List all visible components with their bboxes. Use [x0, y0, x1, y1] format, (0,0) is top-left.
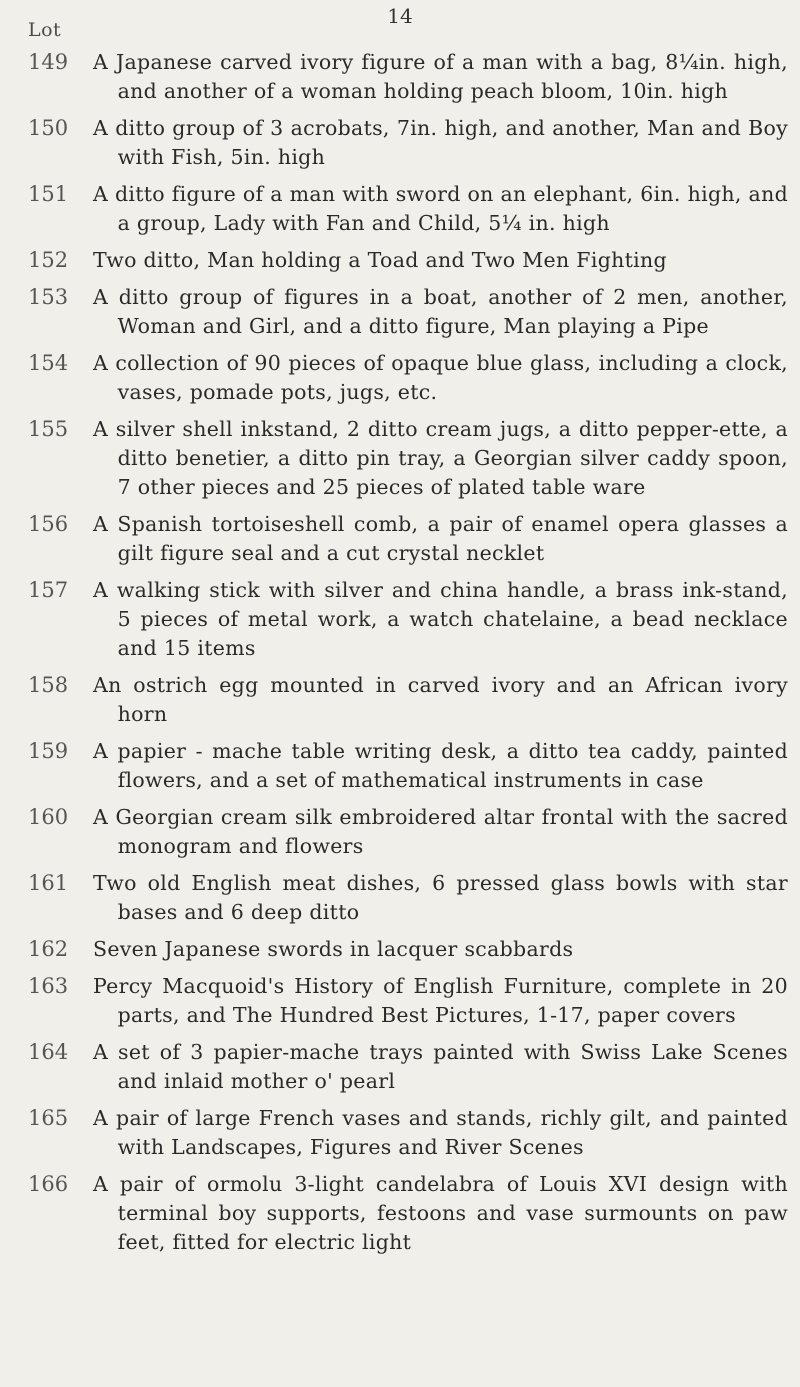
lot-item: [28, 671, 788, 729]
lot-number: 154: [28, 351, 69, 375]
lot-description: An ostrich egg mounted in carved ivory and an African ivory horn: [93, 673, 788, 726]
lot-description: Seven Japanese swords in lacquer scabbards: [93, 937, 574, 961]
lot-description: A ditto group of 3 acrobats, 7in. high, and another, Man and Boy with Fish, 5in. high: [93, 116, 788, 169]
lot-item: [28, 349, 788, 407]
lot-description: A silver shell inkstand, 2 ditto cream jugs, a ditto pepper-ette, a ditto benetier, a ditto pin tray, a Georgian silver caddy spoon, 7 other pieces and 25 pieces of plated table ware: [93, 417, 788, 499]
lot-description: A set of 3 papier-mache trays painted with Swiss Lake Scenes and inlaid mother o' pearl: [93, 1040, 788, 1093]
lot-number: 160: [28, 805, 69, 829]
lot-description: Two old English meat dishes, 6 pressed glass bowls with star bases and 6 deep ditto: [93, 871, 788, 924]
lot-number: 155: [28, 417, 69, 441]
lot-item: [28, 869, 788, 927]
lot-item: [28, 1038, 788, 1096]
lot-number: 157: [28, 578, 69, 602]
lot-number: 159: [28, 739, 69, 763]
lot-item: [28, 1170, 788, 1257]
lot-description: A Spanish tortoiseshell comb, a pair of enamel opera glasses a gilt figure seal and a cut crystal necklet: [93, 512, 788, 565]
lot-number: 151: [28, 182, 69, 206]
lot-item: [28, 283, 788, 341]
lot-description: A pair of large French vases and stands, richly gilt, and painted with Landscapes, Figures and River Scenes: [93, 1106, 788, 1159]
lot-number: 152: [28, 248, 69, 272]
lot-number: 163: [28, 974, 69, 998]
lot-item: [28, 415, 788, 502]
lot-number: 161: [28, 871, 69, 895]
lot-description: A papier - mache table writing desk, a ditto tea caddy, painted flowers, and a set of mathematical instruments in case: [93, 739, 788, 792]
lot-item: [28, 576, 788, 663]
lot-number: 166: [28, 1172, 69, 1196]
lot-description: A Japanese carved ivory figure of a man with a bag, 8¼in. high, and another of a woman holding peach bloom, 10in. high: [93, 50, 788, 103]
lot-description: A ditto group of figures in a boat, another of 2 men, another, Woman and Girl, and a ditto figure, Man playing a Pipe: [93, 285, 788, 338]
lot-number: 149: [28, 50, 69, 74]
lot-description: A walking stick with silver and china handle, a brass ink-stand, 5 pieces of metal work, a watch chatelaine, a bead necklace and 15 items: [93, 578, 788, 660]
lot-column-heading: Lot: [28, 19, 62, 41]
lot-item: [28, 510, 788, 568]
lot-item: [28, 737, 788, 795]
lot-item: [28, 246, 788, 275]
lot-list: [28, 48, 788, 1265]
lot-item: [28, 1104, 788, 1162]
lot-description: A pair of ormolu 3-light candelabra of Louis XVI design with terminal boy supports, festoons and vase surmounts on paw feet, fitted for electric light: [93, 1172, 788, 1254]
lot-number: 164: [28, 1040, 69, 1064]
lot-number: 162: [28, 937, 69, 961]
lot-item: [28, 972, 788, 1030]
lot-description: A ditto figure of a man with sword on an elephant, 6in. high, and a group, Lady with Fan and Child, 5¼ in. high: [93, 182, 788, 235]
lot-number: 158: [28, 673, 69, 697]
lot-description: A Georgian cream silk embroidered altar frontal with the sacred monogram and flowers: [93, 805, 788, 858]
lot-item: [28, 803, 788, 861]
lot-description: Percy Macquoid's History of English Furniture, complete in 20 parts, and The Hundred Best Pictures, 1-17, paper covers: [93, 974, 788, 1027]
lot-number: 153: [28, 285, 69, 309]
lot-description: A collection of 90 pieces of opaque blue glass, including a clock, vases, pomade pots, jugs, etc.: [93, 351, 788, 404]
page-number: 14: [387, 4, 413, 28]
lot-number: 150: [28, 116, 69, 140]
lot-item: [28, 935, 788, 964]
lot-item: [28, 48, 788, 106]
lot-description: Two ditto, Man holding a Toad and Two Men Fighting: [93, 248, 667, 272]
lot-number: 156: [28, 512, 69, 536]
lot-item: [28, 180, 788, 238]
lot-number: 165: [28, 1106, 69, 1130]
lot-item: [28, 114, 788, 172]
